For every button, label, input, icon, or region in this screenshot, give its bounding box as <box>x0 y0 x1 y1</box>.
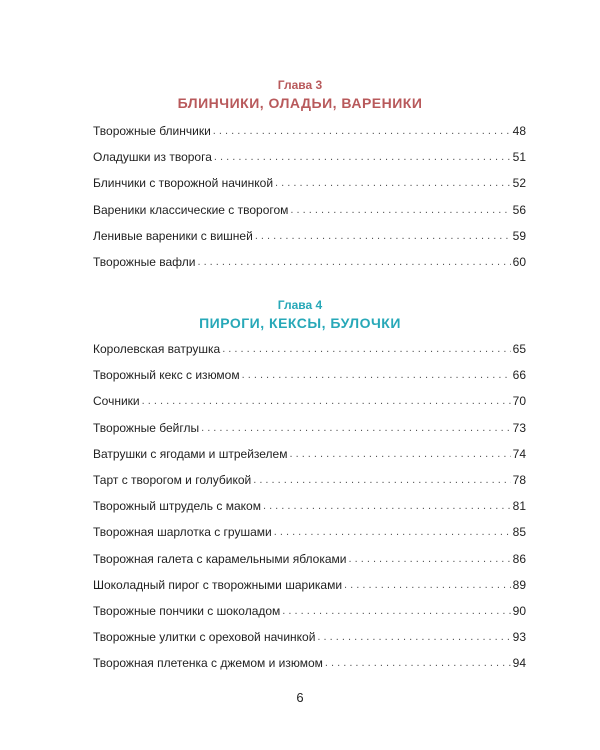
dot-leader <box>255 228 511 244</box>
toc-entry-page: 59 <box>512 228 526 243</box>
toc-entry <box>93 624 526 650</box>
toc-entry-page: 65 <box>512 342 526 357</box>
chapter-title: ПИРОГИ, КЕКСЫ, БУЛОЧКИ <box>199 315 401 331</box>
toc-entry-page: 93 <box>512 630 526 645</box>
toc-entry <box>93 362 526 388</box>
toc-entry-page: 48 <box>512 124 526 139</box>
toc-entry-page: 86 <box>512 551 526 566</box>
page-number: 6 <box>296 690 304 705</box>
chapter-3-header <box>0 78 600 112</box>
toc-entry-title: Творожный штрудель с маком <box>93 499 261 514</box>
chapter-3-toc <box>93 118 526 275</box>
toc-entry-page: 81 <box>512 499 526 514</box>
toc-entry-title: Ватрушки с ягодами и штрейзелем <box>93 446 288 461</box>
dot-leader <box>290 202 510 218</box>
chapter-4-header <box>0 298 600 332</box>
dot-leader <box>197 254 510 270</box>
toc-entry-page: 89 <box>512 577 526 592</box>
toc-entry <box>93 441 526 467</box>
toc-entry-title: Сочники <box>93 394 140 409</box>
toc-entry <box>93 388 526 414</box>
toc-entry-title: Королевская ватрушка <box>93 342 221 357</box>
dot-leader <box>275 175 511 191</box>
toc-entry-page: 52 <box>512 176 526 191</box>
dot-leader <box>242 367 511 383</box>
dot-leader <box>289 446 510 462</box>
toc-entry <box>93 598 526 624</box>
toc-entry-title: Творожные вафли <box>93 255 196 270</box>
toc-entry-title: Оладушки из творога <box>93 150 212 165</box>
toc-entry-page: 85 <box>512 525 526 540</box>
toc-entry-title: Творожная шарлотка с грушами <box>93 525 272 540</box>
dot-leader <box>317 629 510 645</box>
toc-entry <box>93 170 526 196</box>
toc-entry-page: 74 <box>512 446 526 461</box>
toc-entry-title: Творожные пончики с шоколадом <box>93 603 281 618</box>
dot-leader <box>325 655 511 671</box>
toc-entry <box>93 546 526 572</box>
toc-entry-title: Творожная плетенка с джемом и изюмом <box>93 656 323 671</box>
toc-entry <box>93 467 526 493</box>
dot-leader <box>349 551 511 567</box>
toc-entry-title: Творожная галета с карамельными яблоками <box>93 551 347 566</box>
dot-leader <box>201 420 511 436</box>
toc-entry <box>93 572 526 598</box>
toc-entry-page: 66 <box>512 368 526 383</box>
dot-leader <box>274 524 511 540</box>
toc-entry-page: 94 <box>512 656 526 671</box>
toc-entry-title: Творожный кекс с изюмом <box>93 368 240 383</box>
chapter-number: Глава 3 <box>277 78 323 92</box>
dot-leader <box>214 149 511 165</box>
toc-entry <box>93 519 526 545</box>
toc-entry-page: 70 <box>512 394 526 409</box>
toc-entry <box>93 118 526 144</box>
toc-entry-page: 90 <box>512 603 526 618</box>
toc-entry-title: Творожные бейглы <box>93 420 200 435</box>
toc-entry-title: Тарт с творогом и голубикой <box>93 473 252 488</box>
dot-leader <box>142 393 511 409</box>
toc-entry-title: Творожные улитки с ореховой начинкой <box>93 630 316 645</box>
toc-entry-page: 73 <box>512 420 526 435</box>
toc-entry-title: Творожные блинчики <box>93 124 211 139</box>
toc-entry <box>93 650 526 676</box>
dot-leader <box>263 498 511 514</box>
toc-entry-title: Шоколадный пирог с творожными шариками <box>93 577 343 592</box>
toc-entry-page: 51 <box>512 150 526 165</box>
toc-entry <box>93 197 526 223</box>
toc-entry <box>93 144 526 170</box>
toc-entry <box>93 249 526 275</box>
chapter-number: Глава 4 <box>277 298 323 312</box>
toc-entry-page: 60 <box>512 255 526 270</box>
dot-leader <box>344 577 511 593</box>
toc-entry-page: 78 <box>512 473 526 488</box>
toc-entry <box>93 415 526 441</box>
toc-entry-title: Блинчики с творожной начинкой <box>93 176 274 191</box>
dot-leader <box>213 123 511 139</box>
toc-entry <box>93 223 526 249</box>
toc-entry-page: 56 <box>512 202 526 217</box>
chapter-4-toc <box>93 336 526 676</box>
toc-entry-title: Вареники классические с творогом <box>93 202 289 217</box>
toc-entry-title: Ленивые вареники с вишней <box>93 228 253 243</box>
dot-leader <box>253 472 510 488</box>
dot-leader <box>222 341 510 357</box>
toc-entry <box>93 336 526 362</box>
dot-leader <box>282 603 510 619</box>
chapter-title: БЛИНЧИКИ, ОЛАДЬИ, ВАРЕНИКИ <box>177 95 423 111</box>
toc-entry <box>93 493 526 519</box>
